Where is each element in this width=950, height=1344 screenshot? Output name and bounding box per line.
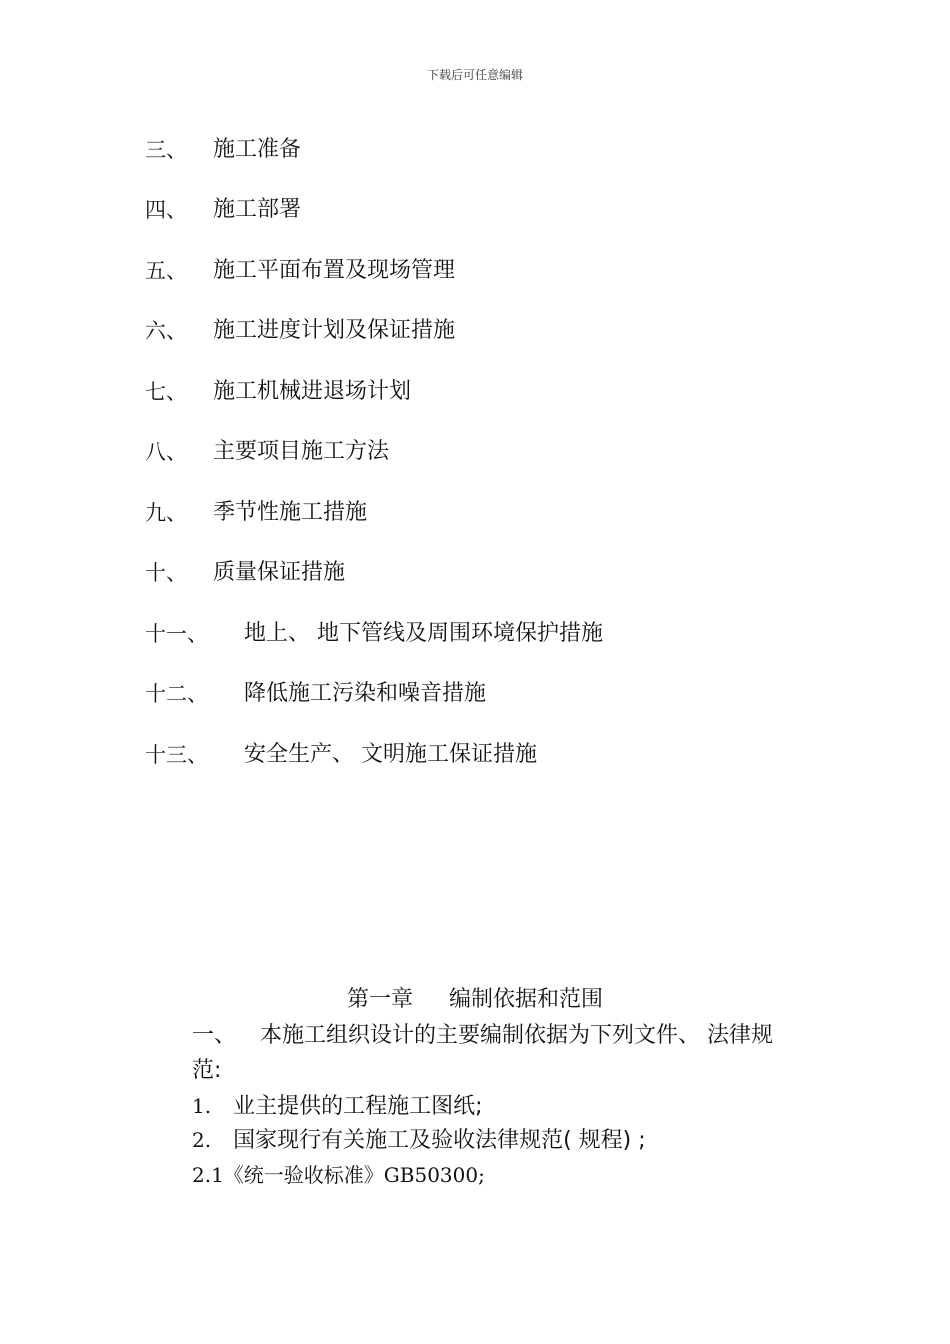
toc-number: 三、 — [145, 138, 187, 162]
list-item — [192, 1122, 812, 1159]
toc-item — [145, 498, 368, 528]
toc-item — [145, 135, 302, 165]
list-item-number: 2. — [192, 1128, 212, 1152]
toc-number: 六、 — [145, 319, 187, 343]
toc-number: 四、 — [145, 198, 187, 222]
toc-item — [145, 619, 603, 649]
toc-number: 十二、 — [145, 682, 208, 706]
list-item-text: 国家现行有关施工及验收法律规范( 规程) ; — [233, 1128, 646, 1153]
toc-number: 十三、 — [145, 743, 208, 767]
chapter-label: 第一章 — [346, 987, 413, 1012]
toc-title: 施工平面布置及现场管理 — [213, 258, 456, 283]
intro-number: 一、 — [192, 1023, 237, 1048]
toc-title: 主要项目施工方法 — [213, 439, 390, 464]
toc-number: 九、 — [145, 501, 187, 525]
list-item-text: 业主提供的工程施工图纸; — [233, 1094, 483, 1119]
intro-paragraph-continuation: 范: — [192, 1058, 222, 1083]
toc-item — [145, 558, 346, 588]
intro-paragraph — [192, 1018, 812, 1054]
toc-title: 质量保证措施 — [213, 560, 346, 585]
toc-title: 降低施工污染和噪音措施 — [244, 681, 487, 706]
chapter-heading — [0, 985, 950, 1015]
toc-number: 十、 — [145, 561, 187, 585]
toc-item — [145, 377, 412, 407]
list-subitem: 2.1《统一验收标准》GB50300; — [192, 1163, 485, 1187]
toc-title: 施工机械进退场计划 — [213, 379, 412, 404]
toc-item — [145, 195, 302, 225]
page-header-note: 下载后可任意编辑 — [426, 68, 523, 82]
chapter-title-text: 编制依据和范围 — [449, 987, 604, 1012]
toc-item — [145, 740, 537, 770]
toc-title: 季节性施工措施 — [213, 500, 368, 525]
toc-number: 八、 — [145, 440, 187, 464]
toc-title: 施工进度计划及保证措施 — [213, 318, 456, 343]
list-item — [192, 1088, 812, 1125]
toc-item — [145, 316, 456, 346]
toc-title: 施工准备 — [213, 137, 302, 162]
toc-number: 七、 — [145, 380, 187, 404]
toc-item — [145, 679, 487, 709]
toc-title: 地上、 地下管线及周围环境保护措施 — [244, 621, 603, 646]
toc-number: 五、 — [145, 259, 187, 283]
toc-number: 十一、 — [145, 622, 208, 646]
toc-item — [145, 256, 456, 286]
toc-title: 施工部署 — [213, 197, 302, 222]
list-item-number: 1. — [192, 1094, 212, 1118]
toc-title: 安全生产、 文明施工保证措施 — [244, 742, 537, 767]
toc-item — [145, 437, 390, 467]
intro-text: 本施工组织设计的主要编制依据为下列文件、 法律规 — [260, 1023, 774, 1048]
